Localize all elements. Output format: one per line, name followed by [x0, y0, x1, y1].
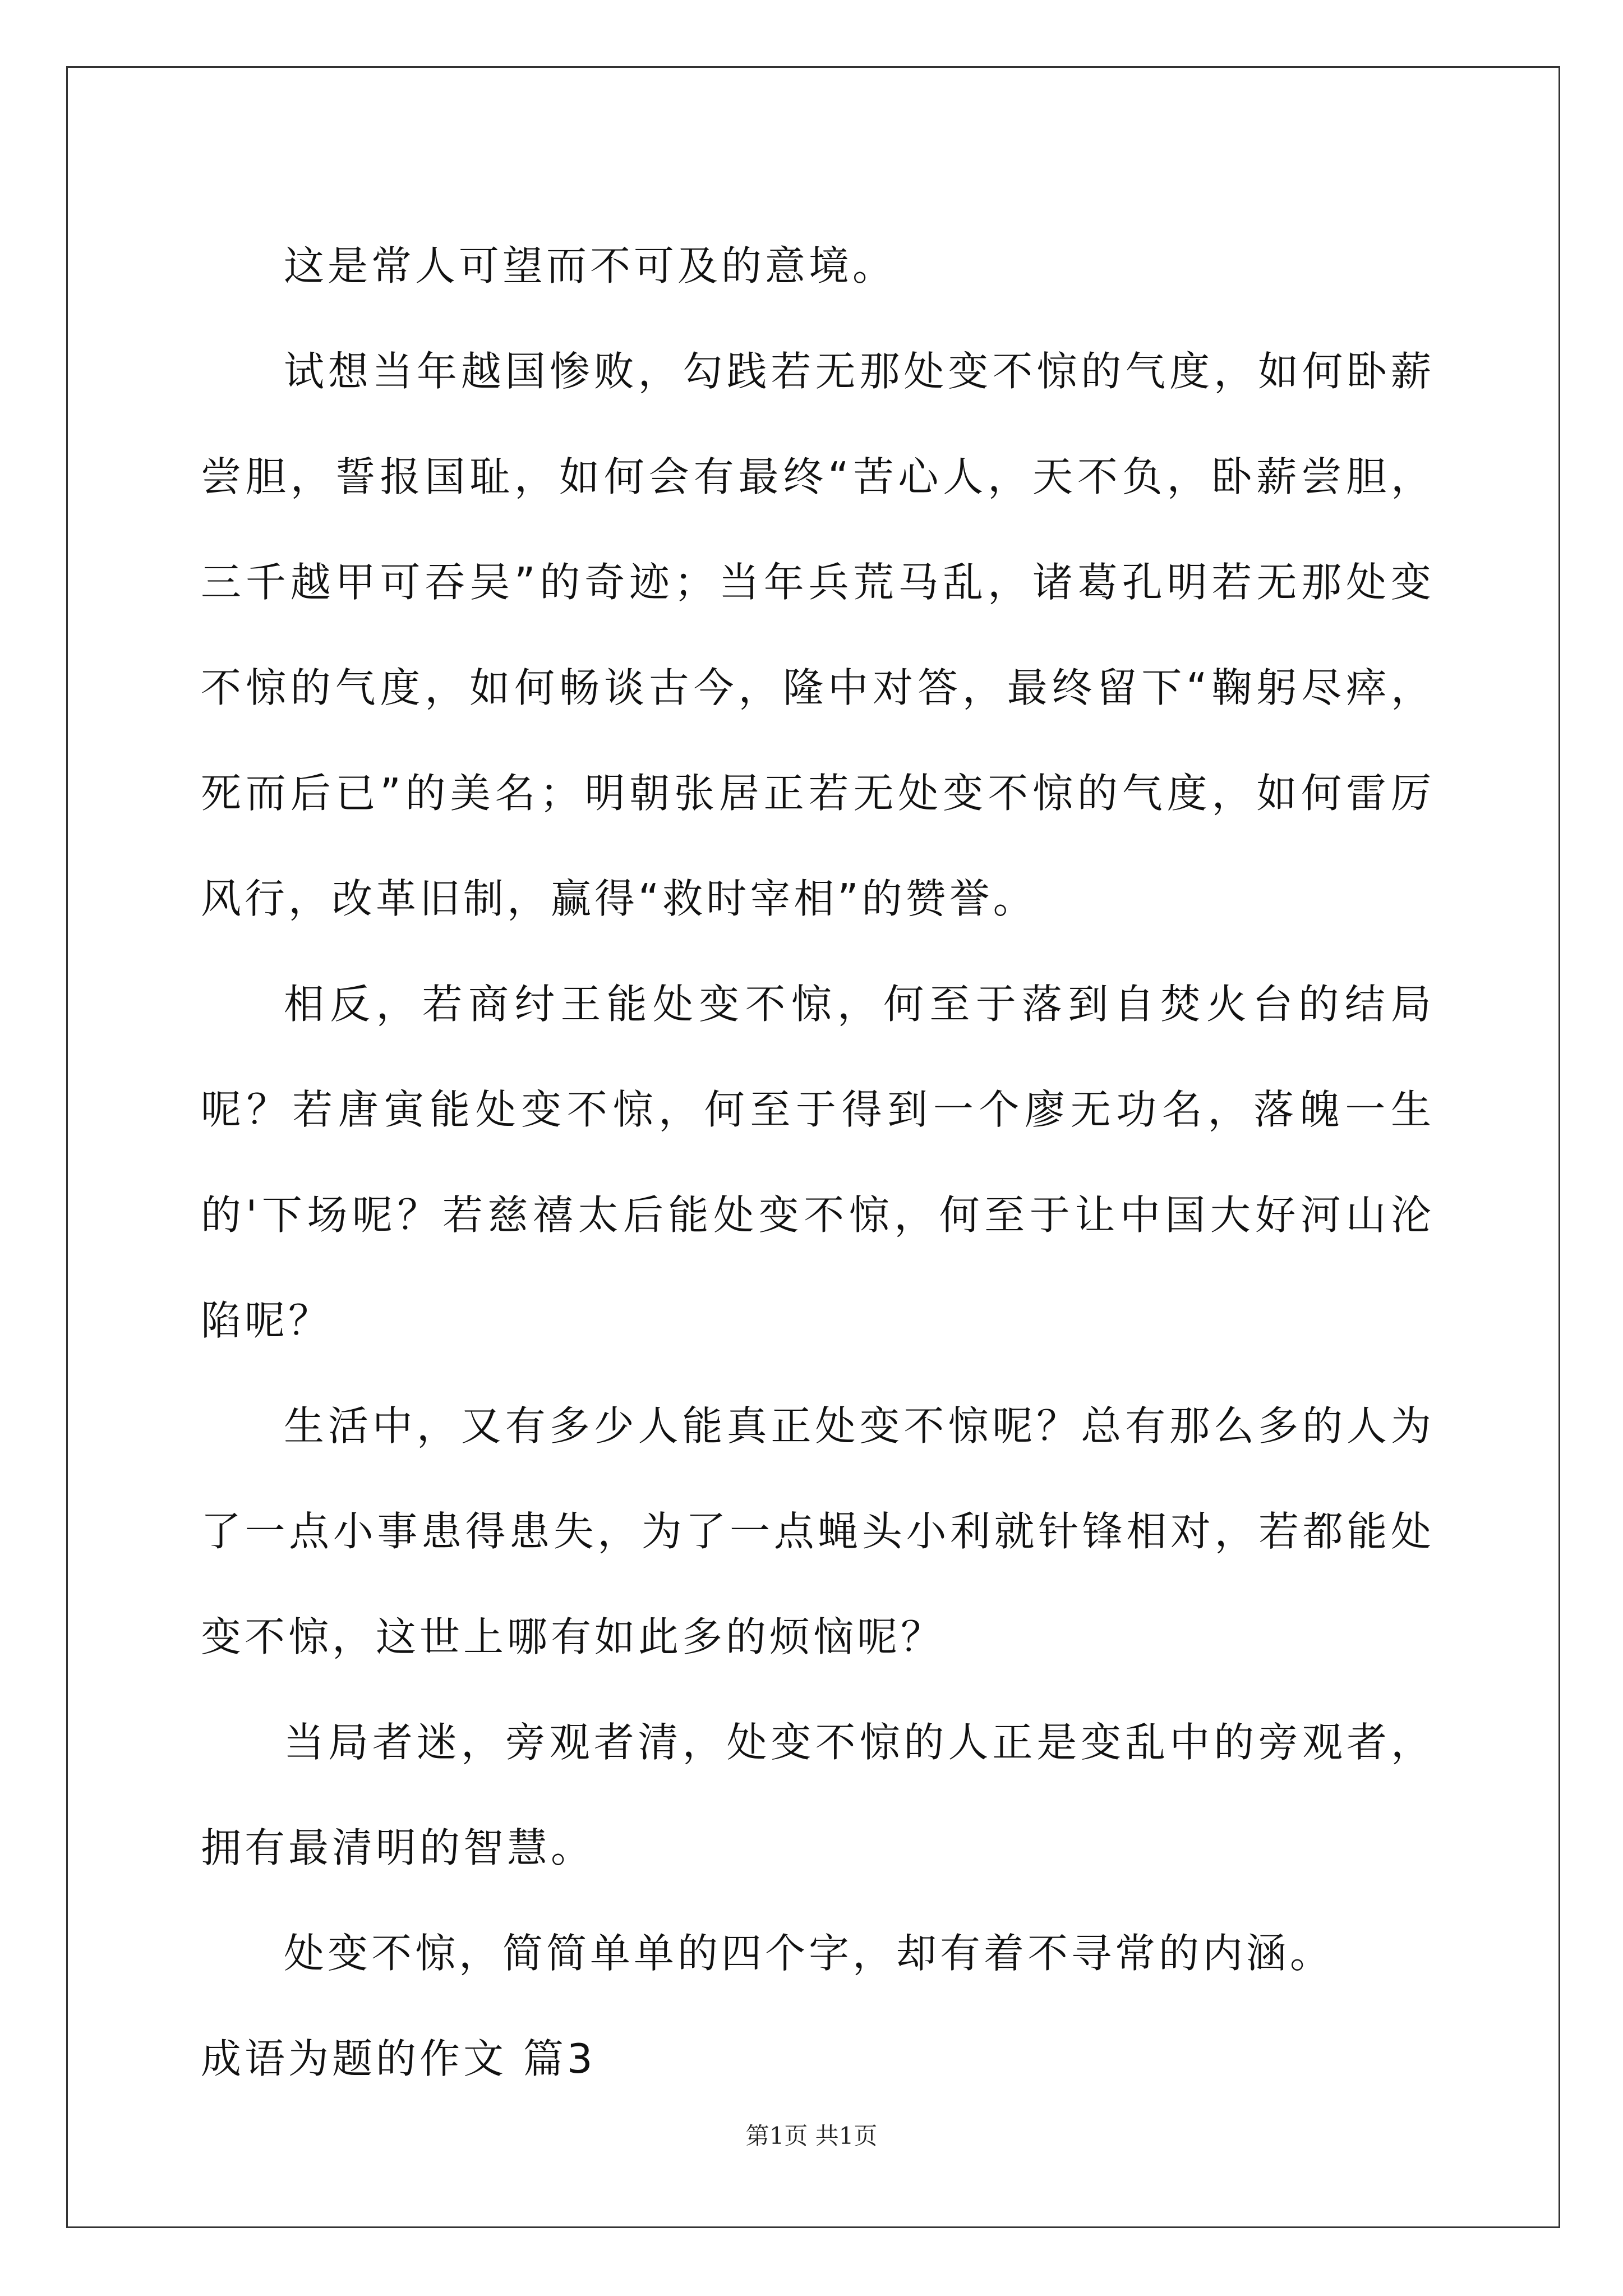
paragraph: 试想当年越国惨败，勾践若无那处变不惊的气度，如何卧薪尝胆，誓报国耻，如何会有最终“苦心人，天不负，卧薪尝胆，三千越甲可吞吴”的奇迹；当年兵荒马乱，诸葛孔明若无那处变不惊的气度，如何畅谈古今，隆中对答，最终留下“鞠躬尽瘁，死而后已”的美名；明朝张居正若无处变不惊的气度，如何雷厉风行，改革旧制，赢得“救时宰相”的赞誉。: [201, 348, 1435, 922]
page-footer: 第1页 共1页: [745, 2122, 878, 2150]
paragraph: 这是常人可望而不可及的意境。: [284, 242, 897, 289]
paragraph: 处变不惊，简简单单的四个字，却有着不寻常的内涵。: [284, 1930, 1334, 1977]
paragraph: 生活中，又有多少人能真正处变不惊呢？总有那么多的人为了一点小事患得患失，为了一点蝇头小利就针锋相对，若都能处变不惊，这世上哪有如此多的烦恼呢？: [201, 1402, 1435, 1660]
paragraph: 相反，若商纣王能处变不惊，何至于落到自焚火台的结局呢？若唐寅能处变不惊，何至于得到一个廖无功名，落魄一生的'下场呢？若慈禧太后能处变不惊，何至于让中国大好河山沦陷呢？: [201, 981, 1435, 1344]
document-body: [201, 213, 1435, 2111]
section-heading: 成语为题的作文 篇3: [201, 2035, 596, 2082]
paragraph: 当局者迷，旁观者清，处变不惊的人正是变乱中的旁观者，拥有最清明的智慧。: [201, 1719, 1435, 1871]
